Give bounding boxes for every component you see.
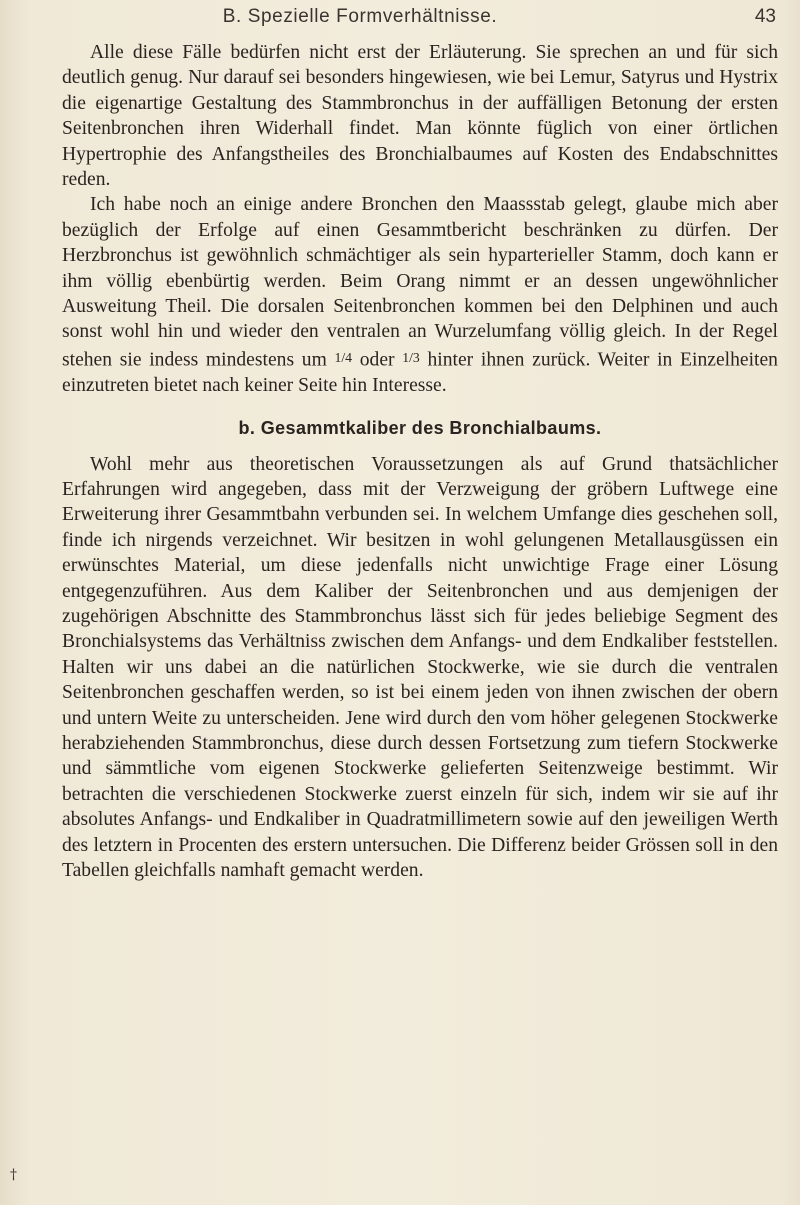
paragraph-2-text: Ich habe noch an einige andere Bronchen den Maassstab gelegt, glaube mich aber bezüglich der Erfolge auf einen Gesammtbericht beschränken zu dürfen. Der Herzbronchus ist gewöhnlich schmächtiger als sein hyparterieller Stamm, doch kann er ihm völlig ebenbürtig werden. Beim Orang nimmt er an dessen ungewöhnlicher Ausweitung Theil. Die dorsalen Seitenbronchen kommen bei den Delphinen und auch sonst wohl hin und wieder den ventralen an Wurzelumfang völlig gleich. In der Regel stehen sie indess mindestens um [62, 194, 778, 371]
paragraph-1: Alle diese Fälle bedürfen nicht erst der Erläuterung. Sie sprechen an und für sich deutlich genug. Nur darauf sei besonders hingewiesen, wie bei Lemur, Satyrus und Hystrix die eigenartige Gestaltung des Stammbronchus in der auffälligen Betonung der ersten Seitenbronchen ihren Widerhall findet. Man könnte füglich von einer örtlichen Hypertrophie des Anfangstheiles des Bronchialbaumes auf Kosten des Endabschnittes reden. [62, 42, 778, 191]
running-head [0, 6, 800, 36]
paragraph-2-end: hinter ihnen zurück. Weiter in Einzelheiten einzutreten bietet nach keiner Seite hin Interesse. [62, 349, 778, 396]
section-heading: b. Gesammtkaliber des Bronchialbaums. [238, 418, 602, 439]
text-block [62, 40, 778, 883]
margin-mark: † [10, 1167, 17, 1183]
fraction-quarter: 1/4 [334, 349, 353, 365]
running-title: B. Spezielle Formverhältnisse. [222, 6, 498, 27]
fraction-third: 1/3 [402, 349, 420, 365]
section-paragraph: Wohl mehr aus theoretischen Voraussetzungen als auf Grund thatsächlicher Erfahrungen wird angegeben, dass mit der Verzweigung der gröbern Luftwege eine Erweiterung ihrer Gesammtbahn verbunden sei. In welchem Umfange dies geschehen soll, finde ich nirgends verzeichnet. Wir besitzen in wohl gelungenen Metallausgüssen ein erwünschtes Material, um diese jedenfalls nicht unwichtige Frage einer Lösung entgegenzuführen. Aus dem Kaliber der Seitenbronchen und aus demjenigen der zugehörigen Abschnitte des Stammbronchus lässt sich für jedes beliebige Segment des Bronchialsystems das Verhältniss zwischen dem Anfangs- und dem Endkaliber feststellen. Halten wir uns dabei an die natürlichen Stockwerke, wie sie durch die ventralen Seitenbronchen geschaffen werden, so ist bei einem jeden von ihnen zwischen der obern und untern Weite zu unterscheiden. Jene wird durch den vom höher gelegenen Stockwerke herabziehenden Stammbronchus, diese durch dessen Fortsetzung zum tiefern Stockwerke und sämmtliche vom eigenen Stockwerke gelieferten Seitenzweige bestimmt. Wir betrachten die verschiedenen Stockwerke zuerst einzeln für sich, indem wir sie auf ihr absolutes Anfangs- und Endkaliber in Quadratmillimetern sowie auf den jeweiligen Werth des letztern in Procenten des erstern untersuchen. Die Differenz beider Grössen soll in den Tabellen gleichfalls namhaft gemacht werden. [62, 453, 778, 882]
paragraph-2 [62, 192, 778, 398]
word-oder: oder [352, 349, 403, 371]
page-number: 43 [754, 6, 776, 27]
